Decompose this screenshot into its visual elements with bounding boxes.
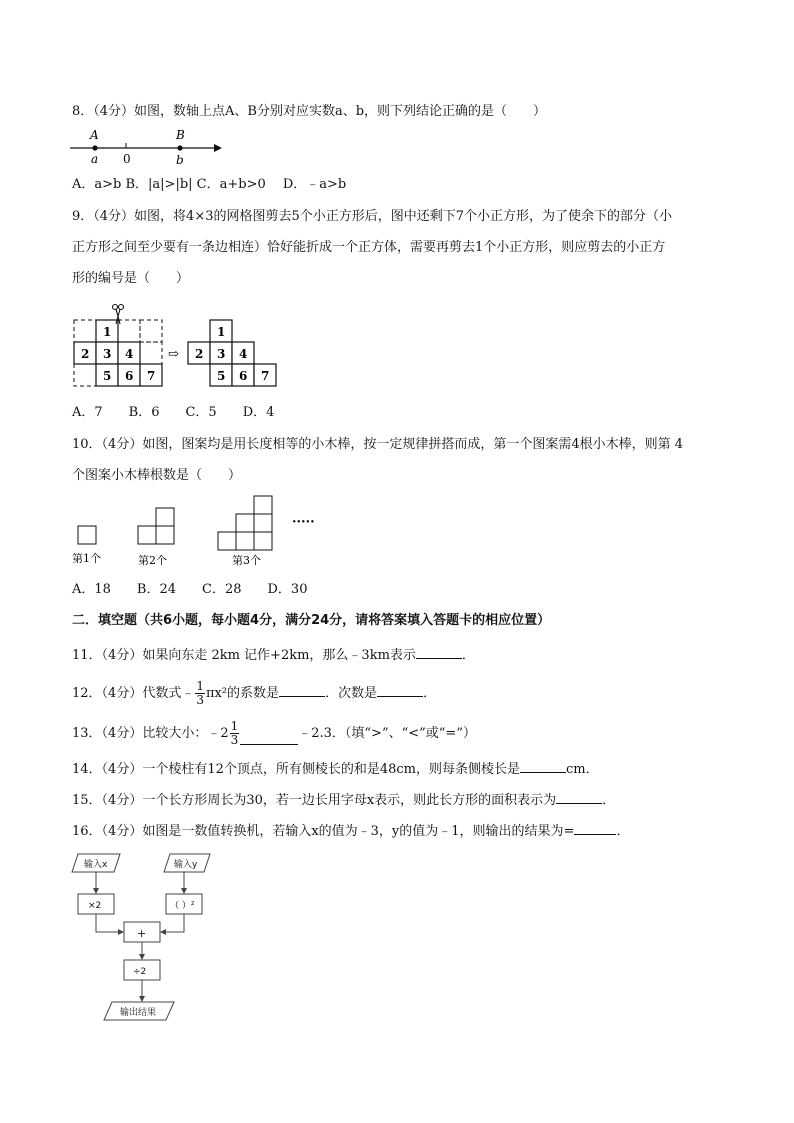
output-label: 输出结果 bbox=[120, 1008, 157, 1018]
cell-2: 2 bbox=[81, 347, 90, 361]
figure-1-label: 第1个 bbox=[72, 552, 101, 565]
point-a-dot bbox=[92, 145, 97, 150]
q8-number-line bbox=[68, 126, 228, 170]
q15-answer-blank[interactable] bbox=[556, 791, 602, 804]
times2-label: ×2 bbox=[88, 901, 102, 911]
q14-answer-blank[interactable] bbox=[520, 760, 566, 773]
q11-answer-blank[interactable] bbox=[416, 646, 462, 659]
input-x-label: 输入x bbox=[84, 860, 108, 870]
figure-2-label: 第2个 bbox=[138, 554, 167, 567]
q16-answer-blank[interactable] bbox=[574, 822, 616, 835]
q13-after: ﹣2.3．（填“>”、“<”或“=”） bbox=[298, 726, 476, 741]
q9-stem-line2: 正方形之间至少要有一条边相连）恰好能折成一个正方体，需要再剪去1个小正方形，则应剪去的小正方 bbox=[72, 240, 666, 255]
q14 bbox=[72, 760, 599, 779]
q12-fraction-denominator: 3 bbox=[196, 693, 204, 707]
cell-6-after: 6 bbox=[239, 369, 248, 383]
arrow-icon: ⇨ bbox=[168, 347, 179, 362]
cell-7-after: 7 bbox=[261, 369, 270, 383]
zero-label: 0 bbox=[123, 152, 131, 166]
cell-3: 3 bbox=[103, 347, 112, 361]
point-b-dot bbox=[177, 145, 182, 150]
plus-label: + bbox=[137, 927, 147, 940]
cell-6: 6 bbox=[125, 369, 134, 383]
q10-stick-figures bbox=[70, 490, 330, 572]
cell-2-after: 2 bbox=[195, 347, 204, 361]
q16 bbox=[72, 822, 629, 841]
q9-stem-line1: 9．（4分）如图，将4×3的网格图剪去5个小正方形后，图中还剩下7个小正方形，为了使余下的部分（小 bbox=[72, 209, 673, 224]
input-y-label: 输入y bbox=[174, 860, 198, 870]
cell-4-after: 4 bbox=[239, 347, 248, 361]
q16-text: 16．（4分）如图是一数值转换机，若输入x的值为﹣3，y的值为﹣1，则输出的结果为= bbox=[72, 824, 575, 839]
q9-stem-line3: 形的编号是（ ） bbox=[72, 271, 190, 286]
q8-stem: 8．（4分）如图，数轴上点A、B分别对应实数a、b，则下列结论正确的是（ ） bbox=[72, 104, 547, 119]
cell-5-after: 5 bbox=[217, 369, 226, 383]
cell-4: 4 bbox=[125, 347, 134, 361]
q14-end: cm． bbox=[566, 762, 599, 777]
q13-answer-blank[interactable] bbox=[240, 732, 298, 745]
cell-5: 5 bbox=[103, 369, 112, 383]
q10-options: A．18 B．24 C．28 D．30 bbox=[72, 582, 308, 597]
q13 bbox=[72, 720, 476, 747]
q13-fraction-denominator: 3 bbox=[230, 733, 239, 747]
div2-label: ÷2 bbox=[133, 967, 147, 977]
value-b-label: b bbox=[176, 153, 184, 167]
q12-mid2: ．次数是 bbox=[325, 686, 378, 701]
cell-3-after: 3 bbox=[217, 347, 226, 361]
q11-text: 11．（4分）如果向东走 2km 记作+2km，那么﹣3km表示 bbox=[72, 648, 416, 663]
q13-fraction-numerator: 1 bbox=[230, 719, 239, 733]
continuation-dots: ····· bbox=[292, 515, 315, 530]
q12-end: ． bbox=[423, 686, 437, 701]
q15-end: ． bbox=[602, 793, 616, 808]
q8-options: A．a>b B．|a|>|b| C．a+b>0 D．﹣a>b bbox=[72, 177, 347, 192]
q16-end: ． bbox=[616, 824, 630, 839]
point-b-label: B bbox=[176, 128, 185, 142]
q12-prefix: 12．（4分）代数式﹣ bbox=[72, 686, 195, 701]
cell-7: 7 bbox=[147, 369, 156, 383]
q10-stem-line2: 个图案小木棒根数是（ ） bbox=[72, 468, 242, 483]
q12-fraction-numerator: 1 bbox=[196, 679, 204, 693]
q9-grid-figure bbox=[70, 300, 290, 392]
q15-text: 15．（4分）一个长方形周长为30，若一边长用字母x表示，则此长方形的面积表示为 bbox=[72, 793, 557, 808]
q9-options: A．7 B．6 C．5 D．4 bbox=[72, 405, 275, 420]
q11-end: ． bbox=[461, 648, 475, 663]
q12 bbox=[72, 680, 436, 707]
q15 bbox=[72, 791, 615, 810]
q10-stem-line1: 10．（4分）如图，图案均是用长度相等的小木棒，按一定规律拼搭而成，第一个图案需4根小木棒，则第 4 bbox=[72, 437, 683, 452]
q11 bbox=[72, 646, 475, 665]
q13-fraction bbox=[230, 720, 240, 747]
q14-text: 14．（4分）一个棱柱有12个顶点，所有侧棱长的和是48cm，则每条侧棱长是 bbox=[72, 762, 521, 777]
q12-coefficient-blank[interactable] bbox=[279, 684, 325, 697]
cell-1-after: 1 bbox=[217, 325, 226, 339]
square-label: （ ）² bbox=[170, 901, 195, 911]
q16-flowchart bbox=[70, 848, 220, 1028]
q13-prefix: 13．（4分）比较大小：﹣2 bbox=[72, 726, 229, 741]
point-a-label: A bbox=[90, 128, 99, 142]
q12-degree-blank[interactable] bbox=[377, 684, 423, 697]
section-heading: 二．填空题（共6小题，每小题4分，满分24分，请将答案填入答题卡的相应位置） bbox=[72, 613, 551, 628]
q12-fraction bbox=[195, 680, 205, 707]
q12-mid: πx²的系数是 bbox=[205, 686, 280, 701]
cell-1: 1 bbox=[103, 325, 112, 339]
value-a-label: a bbox=[91, 152, 99, 166]
figure-3-label: 第3个 bbox=[232, 554, 261, 567]
